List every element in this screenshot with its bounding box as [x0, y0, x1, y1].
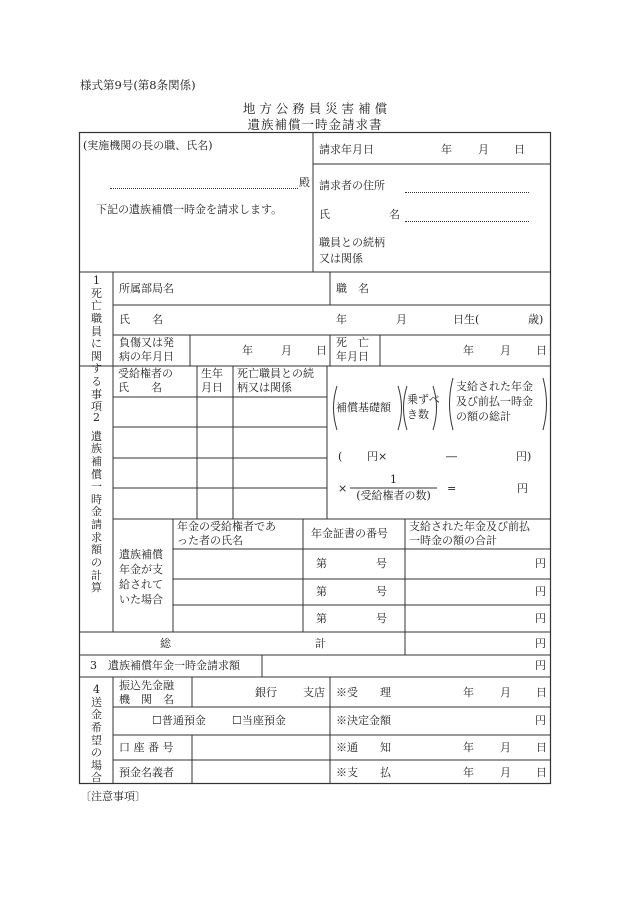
relation-header-line1: 死亡職員との続 — [237, 367, 314, 380]
ordinary-deposit-checkbox[interactable]: ☐普通預金 — [152, 714, 206, 727]
dept-label: 所属部局名 — [119, 282, 174, 295]
receipt-year: 年 — [463, 686, 474, 699]
injury-day: 日 — [316, 344, 327, 357]
branch-suffix: 支店 — [303, 686, 325, 699]
pension-holder-header-line1: 年金の受給権者であ — [177, 520, 276, 533]
address-label: 請求者の住所 — [319, 179, 385, 192]
total-label-part2: 計 — [315, 637, 326, 650]
formula-minus: ― — [446, 450, 457, 463]
bank-suffix: 銀行 — [255, 686, 277, 699]
death-date-label-line2: 年月日 — [336, 350, 369, 363]
form-number: 様式第9号(第8条関係) — [80, 78, 196, 92]
name-dotted-line — [405, 221, 529, 222]
rights-holder-header-line2: 氏 名 — [118, 381, 162, 394]
pension-case-line4: いた場合 — [119, 593, 163, 606]
request-date-year: 年 — [441, 143, 452, 156]
paid-sum-header-line2: 一時金の額の合計 — [409, 534, 497, 547]
total-label-part1: 総 — [160, 637, 171, 650]
birthdate-header-line2: 月日 — [201, 381, 223, 394]
request-date-day: 日 — [514, 143, 525, 156]
relation-header-line2: 柄又は関係 — [237, 381, 292, 394]
pension-case-line1: 遺族補償 — [119, 548, 163, 561]
total-yen: 円 — [535, 637, 546, 650]
payment-day: 日 — [536, 766, 547, 779]
request-date-label: 請求年月日 — [319, 143, 374, 156]
current-deposit-checkbox[interactable]: ☐当座預金 — [232, 714, 286, 727]
section3-label: 3 遺族補償年金一時金請求額 — [90, 659, 240, 672]
form-title-line2: 遺族補償一時金請求書 — [247, 117, 383, 132]
bank-label-line1: 振込先金融 — [119, 679, 174, 692]
formula-yen-times: 円× — [367, 450, 388, 463]
birth-month: 月 — [396, 313, 407, 326]
account-holder-label: 預金名義者 — [119, 766, 174, 779]
notice-year: 年 — [463, 741, 474, 754]
cert-number-header: 年金証書の番号 — [311, 527, 388, 540]
bank-label-line2: 機 関 名 — [119, 693, 174, 706]
paid-row3-yen: 円 — [535, 612, 546, 625]
injury-date-label-line2: 病の年月日 — [119, 350, 174, 363]
section3-yen: 円 — [535, 659, 546, 672]
formula-denominator: (受給権者の数) — [356, 489, 431, 502]
multiplier-label-line1: 乗ずべ — [407, 393, 440, 406]
formula-yen-close: 円) — [516, 450, 532, 463]
death-date-label-line1: 死 亡 — [336, 336, 369, 349]
pension-case-line2: 年金が支 — [119, 563, 163, 576]
payment-month: 月 — [500, 766, 511, 779]
cert-row3-dai: 第 — [316, 612, 327, 625]
relation-label-line1: 職員との続柄 — [319, 236, 385, 249]
death-day: 日 — [536, 344, 547, 357]
multiplier-label-line2: き数 — [407, 408, 429, 421]
deceased-name-label: 氏 名 — [119, 313, 163, 326]
pension-holder-header-line2: った者の氏名 — [177, 534, 243, 547]
formula-numerator: 1 — [390, 473, 397, 486]
section4-heading: 4 送 金 希 望 の 場 合 — [91, 683, 102, 785]
paid-row1-yen: 円 — [535, 557, 546, 570]
injury-date-label-line1: 負傷又は発 — [119, 336, 174, 349]
notice-label: ※通 知 — [336, 741, 391, 754]
notes-caption: 〔注意事項〕 — [80, 790, 146, 803]
relation-label-line2: 又は関係 — [319, 252, 363, 265]
formula-equals: = — [447, 482, 457, 495]
decided-amount-yen: 円 — [535, 714, 546, 727]
death-year: 年 — [463, 344, 474, 357]
receipt-label: ※受 理 — [336, 686, 391, 699]
decided-amount-label: ※決定金額 — [336, 714, 391, 727]
paid-total-label-line3: の額の総計 — [456, 410, 511, 423]
job-title-label: 職 名 — [336, 282, 369, 295]
cert-row3-go: 号 — [376, 612, 387, 625]
paid-total-label-line1: 支給された年金 — [456, 380, 533, 393]
paid-row2-yen: 円 — [535, 585, 546, 598]
cert-row1-go: 号 — [376, 557, 387, 570]
formula-open-paren: ( — [338, 450, 343, 463]
notice-month: 月 — [500, 741, 511, 754]
address-dotted-line — [405, 192, 529, 193]
cert-row2-go: 号 — [376, 585, 387, 598]
receipt-month: 月 — [500, 686, 511, 699]
section1-heading: 1 死 亡 職 員 に 関 す る 事 項 — [91, 274, 102, 414]
cert-row1-dai: 第 — [316, 557, 327, 570]
paid-sum-header-line1: 支給された年金及び前払 — [409, 520, 530, 533]
formula-yen: 円 — [517, 482, 528, 495]
payment-label: ※支 払 — [336, 766, 391, 779]
base-amount-label: 補償基礎額 — [336, 401, 391, 414]
formula-times: × — [338, 482, 348, 495]
notice-day: 日 — [536, 741, 547, 754]
injury-year: 年 — [242, 344, 253, 357]
payment-year: 年 — [463, 766, 474, 779]
form-title-line1: 地 方 公 務 員 災 害 補 償 — [242, 101, 388, 116]
birth-day: 日生( — [453, 313, 480, 326]
addressee-caption: (実施機関の長の職、氏名) — [83, 139, 213, 152]
injury-month: 月 — [281, 344, 292, 357]
age-label: 歳) — [528, 313, 544, 326]
birth-year: 年 — [336, 313, 347, 326]
paid-total-label-line2: 及び前払一時金 — [456, 395, 533, 408]
death-month: 月 — [500, 344, 511, 357]
request-statement: 下記の遺族補償一時金を請求します。 — [96, 203, 283, 216]
receipt-day: 日 — [536, 686, 547, 699]
addressee-dotted-line — [110, 188, 298, 189]
name-label-part1: 氏 — [319, 208, 330, 221]
cert-row2-dai: 第 — [316, 585, 327, 598]
name-label-part2: 名 — [389, 208, 400, 221]
pension-case-line3: 給されて — [119, 578, 163, 591]
request-date-month: 月 — [478, 143, 489, 156]
account-number-label: 口 座 番 号 — [119, 741, 174, 754]
rights-holder-header-line1: 受給権者の — [118, 367, 173, 380]
birthdate-header-line1: 生年 — [201, 367, 223, 380]
dono-label: 殿 — [299, 176, 310, 189]
section2-heading: 2 遺 族 補 償 一 時 金 請 求 額 の 計 算 — [91, 411, 102, 595]
